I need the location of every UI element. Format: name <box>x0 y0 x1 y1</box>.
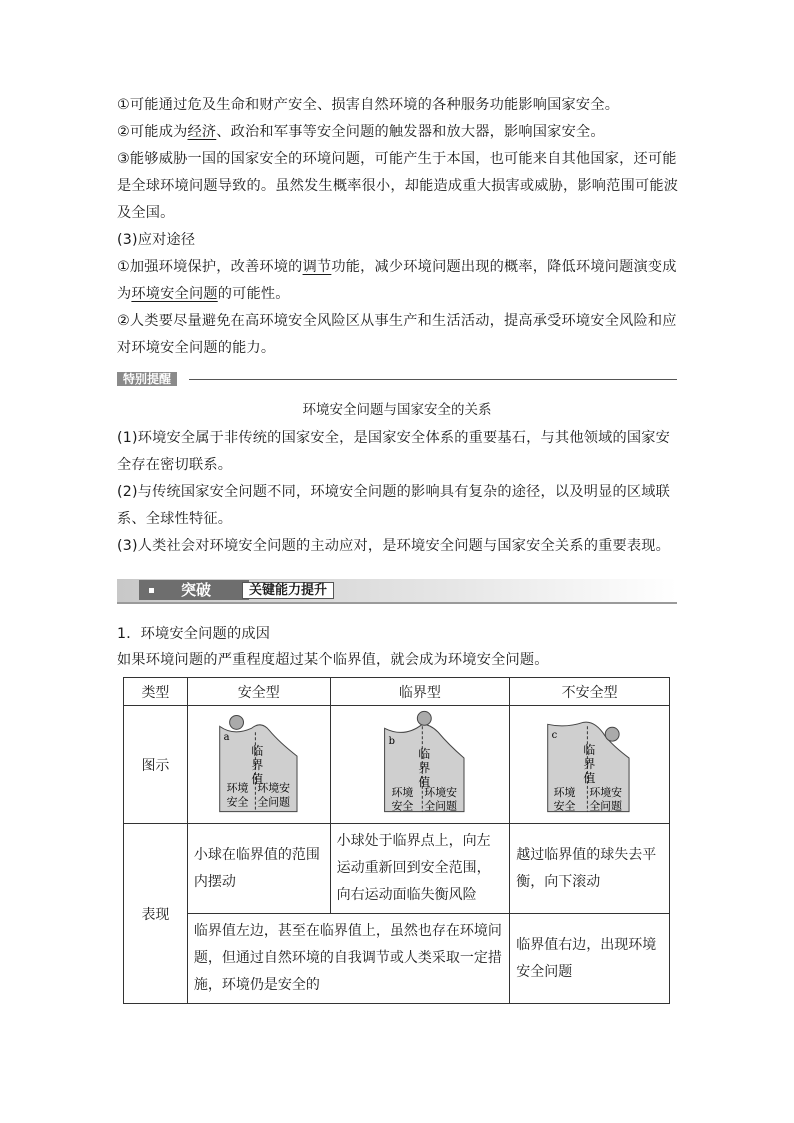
intro-item-2 <box>117 119 682 146</box>
fig-text: 值 <box>251 771 264 786</box>
tip-title: 环境安全问题与国家安全的关系 <box>302 402 492 418</box>
ball-icon <box>229 715 243 729</box>
performance-row-label: 表现 <box>124 824 188 1004</box>
response-item-2: ②人类要尽量避免在高环境安全风险区从事生产和生活活动，提高承受环境安全风险和应对环境安全问题的能力。 <box>117 313 677 356</box>
fig-text: 界 <box>583 756 596 771</box>
perf-unsafe-2 <box>510 914 670 1004</box>
figure-cell-critical <box>330 706 510 824</box>
intro-item-2-b: 、政治和军事等安全问题的触发器和放大器，影响国家安全。 <box>216 124 605 140</box>
section-banner <box>117 579 677 604</box>
fig-text: 安全 <box>226 795 249 809</box>
performance-row-2 <box>124 914 670 1004</box>
response-item-1-u1: 调节 <box>302 259 332 275</box>
figure-letter: c <box>551 729 558 741</box>
figure-row-label: 图示 <box>124 706 188 824</box>
fig-text: 界 <box>251 757 264 772</box>
fig-text: 全问题 <box>589 799 623 813</box>
intro-item-1: ①可能通过危及生命和财产安全、损害自然环境的各种服务功能影响国家安全。 <box>117 97 620 113</box>
response-heading: (3)应对途径 <box>117 232 196 248</box>
point-1-heading: 1．环境安全问题的成因 <box>117 626 271 642</box>
response-item-1-a: ①加强环境保护，改善环境的 <box>117 259 303 275</box>
fig-text: 全问题 <box>423 799 457 813</box>
perf-critical <box>330 824 510 914</box>
fig-text: 环境安 <box>589 785 623 799</box>
figure-letter: a <box>223 731 230 743</box>
fig-text: 值 <box>417 774 430 789</box>
tip-divider <box>189 379 677 380</box>
point-1-desc: 如果环境问题的严重程度超过某个临界值，就会成为环境安全问题。 <box>117 652 549 668</box>
fig-text: 临 <box>251 743 264 758</box>
square-bullet-icon <box>149 588 154 593</box>
intro-item-2-underline: 经济 <box>187 124 217 140</box>
fig-text: 临 <box>417 746 430 761</box>
figure-row <box>124 706 670 824</box>
response-item-1-b: 功能，减少环境问题出现的概率，降低环境问题演变成为 <box>117 259 677 302</box>
fig-text: 安全 <box>391 799 413 813</box>
perf-critical-text: 小球处于临界点上，向左运动重新回到安全范围，向右运动面临失衡风险 <box>336 833 491 903</box>
section-title: 突破 <box>181 581 212 599</box>
ball-icon <box>606 727 620 741</box>
fig-text: 环境 <box>226 781 249 795</box>
figure-letter: b <box>388 735 395 747</box>
fig-text: 环境安 <box>257 781 290 795</box>
figure-cell-safe <box>187 706 330 824</box>
intro-item-3: ③能够威胁一国的国家安全的环境问题，可能产生于本国，也可能来自其他国家，还可能是全球环境问题导致的。虽然发生概率很小，却能造成重大损害或威胁，影响范围可能波及全国。 <box>117 151 679 221</box>
fig-text: 安全 <box>553 799 576 813</box>
tip-header <box>117 372 677 386</box>
section-head <box>139 580 249 600</box>
header-unsafe: 不安全型 <box>510 678 670 706</box>
table-header-row <box>124 678 670 706</box>
fig-text: 临 <box>583 742 596 757</box>
header-type: 类型 <box>124 678 188 706</box>
perf-unsafe <box>510 824 670 914</box>
tip-point-3: (3)人类社会对环境安全问题的主动应对，是环境安全问题与国家安全关系的重要表现。 <box>117 538 671 554</box>
response-item-1 <box>117 254 682 308</box>
perf-safe-text: 小球在临界值的范围内摆动 <box>193 846 320 890</box>
fig-text: 环境 <box>553 785 576 799</box>
section-subtitle: 关键能力提升 <box>242 582 334 599</box>
fig-text: 全问题 <box>257 795 290 809</box>
figure-cell-unsafe <box>510 706 670 824</box>
fig-text: 值 <box>583 770 596 785</box>
tip-label: 特别提醒 <box>117 372 177 386</box>
unsafe-diagram <box>510 708 669 822</box>
perf-merged-text: 临界值左边，甚至在临界值上，虽然也存在环境问题，但通过自然环境的自我调节或人类采取一定措施，环境仍是安全的 <box>193 923 502 993</box>
ball-icon <box>417 711 431 725</box>
intro-item-2-a: ②可能成为 <box>117 124 188 140</box>
perf-safe <box>187 824 330 914</box>
perf-merged <box>187 914 509 1004</box>
environment-safety-table <box>123 677 670 1004</box>
header-safe: 安全型 <box>187 678 330 706</box>
fig-text: 环境安 <box>423 785 457 799</box>
safe-diagram <box>188 708 330 822</box>
fig-text: 界 <box>417 760 430 775</box>
perf-unsafe-2-text: 临界值右边，出现环境安全问题 <box>516 936 657 980</box>
tip-point-2: (2)与传统国家安全问题不同，环境安全问题的影响具有复杂的途径，以及明显的区域联系、全球性特征。 <box>117 484 671 527</box>
fig-text: 环境 <box>391 785 413 799</box>
performance-row-1 <box>124 824 670 914</box>
tip-point-1: (1)环境安全属于非传统的国家安全，是国家安全体系的重要基石，与其他领域的国家安全存在密切联系。 <box>117 430 671 473</box>
critical-diagram <box>331 708 510 822</box>
perf-unsafe-text: 越过临界值的球失去平衡，向下滚动 <box>516 846 657 890</box>
response-item-1-c: 的可能性。 <box>217 286 290 302</box>
response-item-1-u2: 环境安全问题 <box>131 286 218 302</box>
header-critical: 临界型 <box>330 678 510 706</box>
